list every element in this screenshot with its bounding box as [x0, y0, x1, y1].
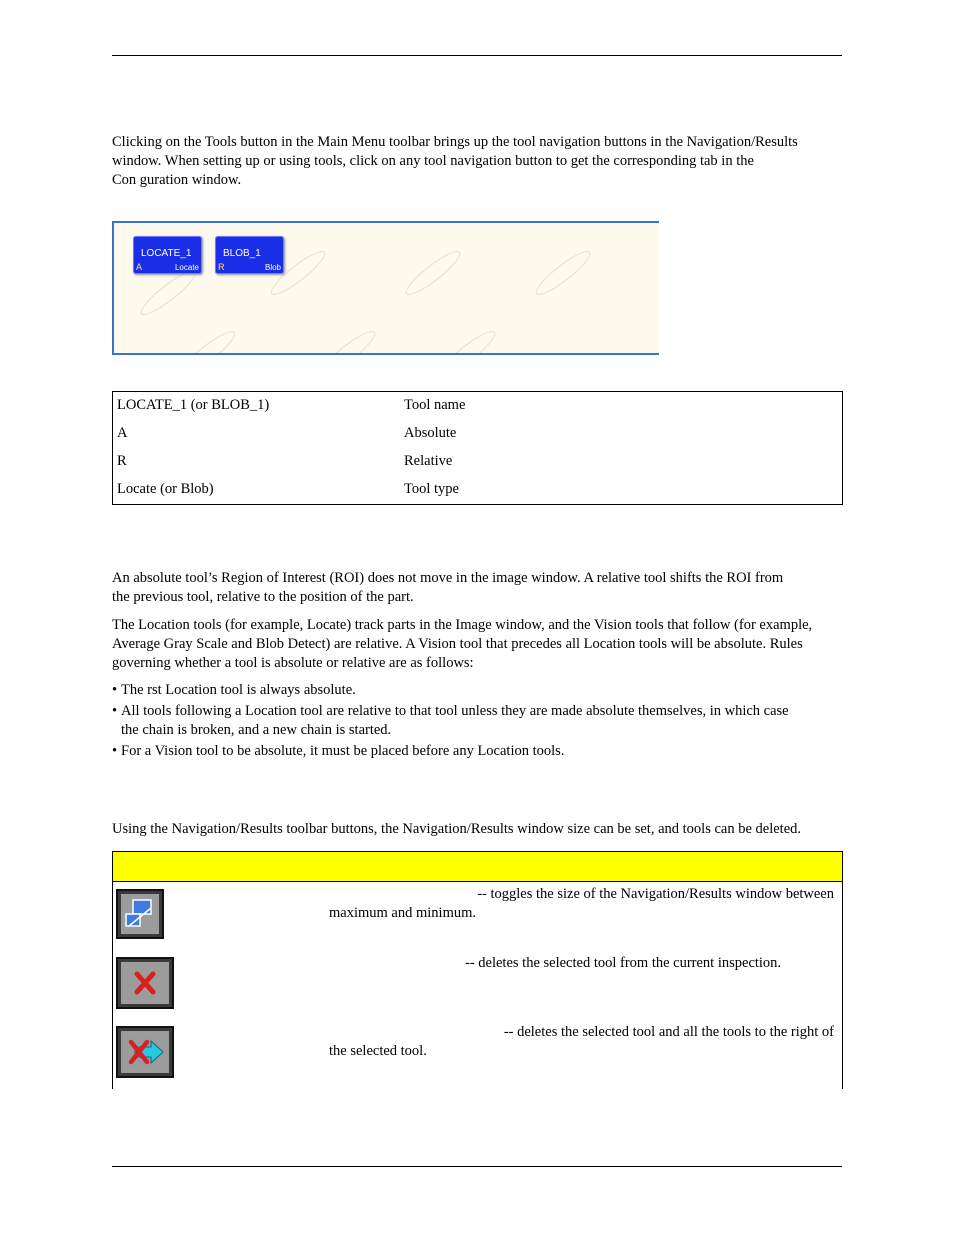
watermark-logo: [316, 326, 379, 355]
intro-paragraph: Clicking on the Tools button in the Main Menu toolbar brings up the tool navigation buttons in the Navigation/Results window. When setting up or using tools, click on any tool navigation button to get the corresponding tab in the Con guration window.: [112, 134, 798, 188]
table-header: [113, 852, 842, 882]
absolute-relative-paragraph-2: The Location tools (for example, Locate) track parts in the Image window, and the Vision tools that follow (for example, Average Gray Scale and Blob Detect) are relative. A Vision tool that precedes all Location tools will be absolute. Rules governing whether a tool is absolute or relative are as follows:: [112, 617, 813, 671]
window-resize-icon: [116, 889, 164, 939]
watermark-logo: [401, 246, 464, 300]
table-row: Locate (or Blob) Tool type: [117, 481, 459, 497]
absolute-relative-paragraph-1: An absolute tool’s Region of Interest (ROI) does not move in the image window. A relative tool shifts the ROI from the previous tool, relative to the position of the part.: [112, 570, 784, 605]
delete-right-tools-icon: [116, 1026, 174, 1078]
tool-mode-label: R: [218, 262, 225, 272]
table-row: A Absolute: [117, 425, 457, 441]
footer-rule: [112, 1166, 842, 1167]
tool-button-blob-1[interactable]: [215, 236, 284, 274]
toolbar-item-description: -- deletes the selected tool from the current inspection.: [465, 955, 782, 971]
table-row: R Relative: [117, 453, 453, 469]
watermark-logo: [531, 246, 594, 300]
navigation-results-window: [112, 221, 659, 355]
tool-type-label: Locate: [174, 263, 199, 272]
tool-button-legend-table: [112, 391, 843, 505]
toolbar-buttons-table: [112, 851, 843, 1089]
tool-button-locate-1[interactable]: [133, 236, 202, 274]
tool-name-label: BLOB_1: [223, 248, 261, 259]
watermark-logo: [436, 326, 499, 355]
toolbar-intro-paragraph: Using the Navigation/Results toolbar buttons, the Navigation/Results window size can be set, and tools can be deleted.: [112, 821, 802, 837]
delete-tool-icon: [116, 957, 174, 1009]
tool-type-label: Blob: [264, 263, 281, 272]
watermark-logo: [176, 326, 239, 355]
toolbar-item-description: -- toggles the size of the Navigation/Results window between maximum and minimum.: [329, 886, 834, 921]
toolbar-item-description: -- deletes the selected tool and all the tools to the right of the selected tool.: [329, 1024, 834, 1059]
tool-name-label: LOCATE_1: [141, 248, 192, 259]
header-rule: [112, 55, 842, 56]
tool-mode-label: A: [136, 262, 143, 272]
table-row: LOCATE_1 (or BLOB_1) Tool name: [117, 397, 466, 413]
